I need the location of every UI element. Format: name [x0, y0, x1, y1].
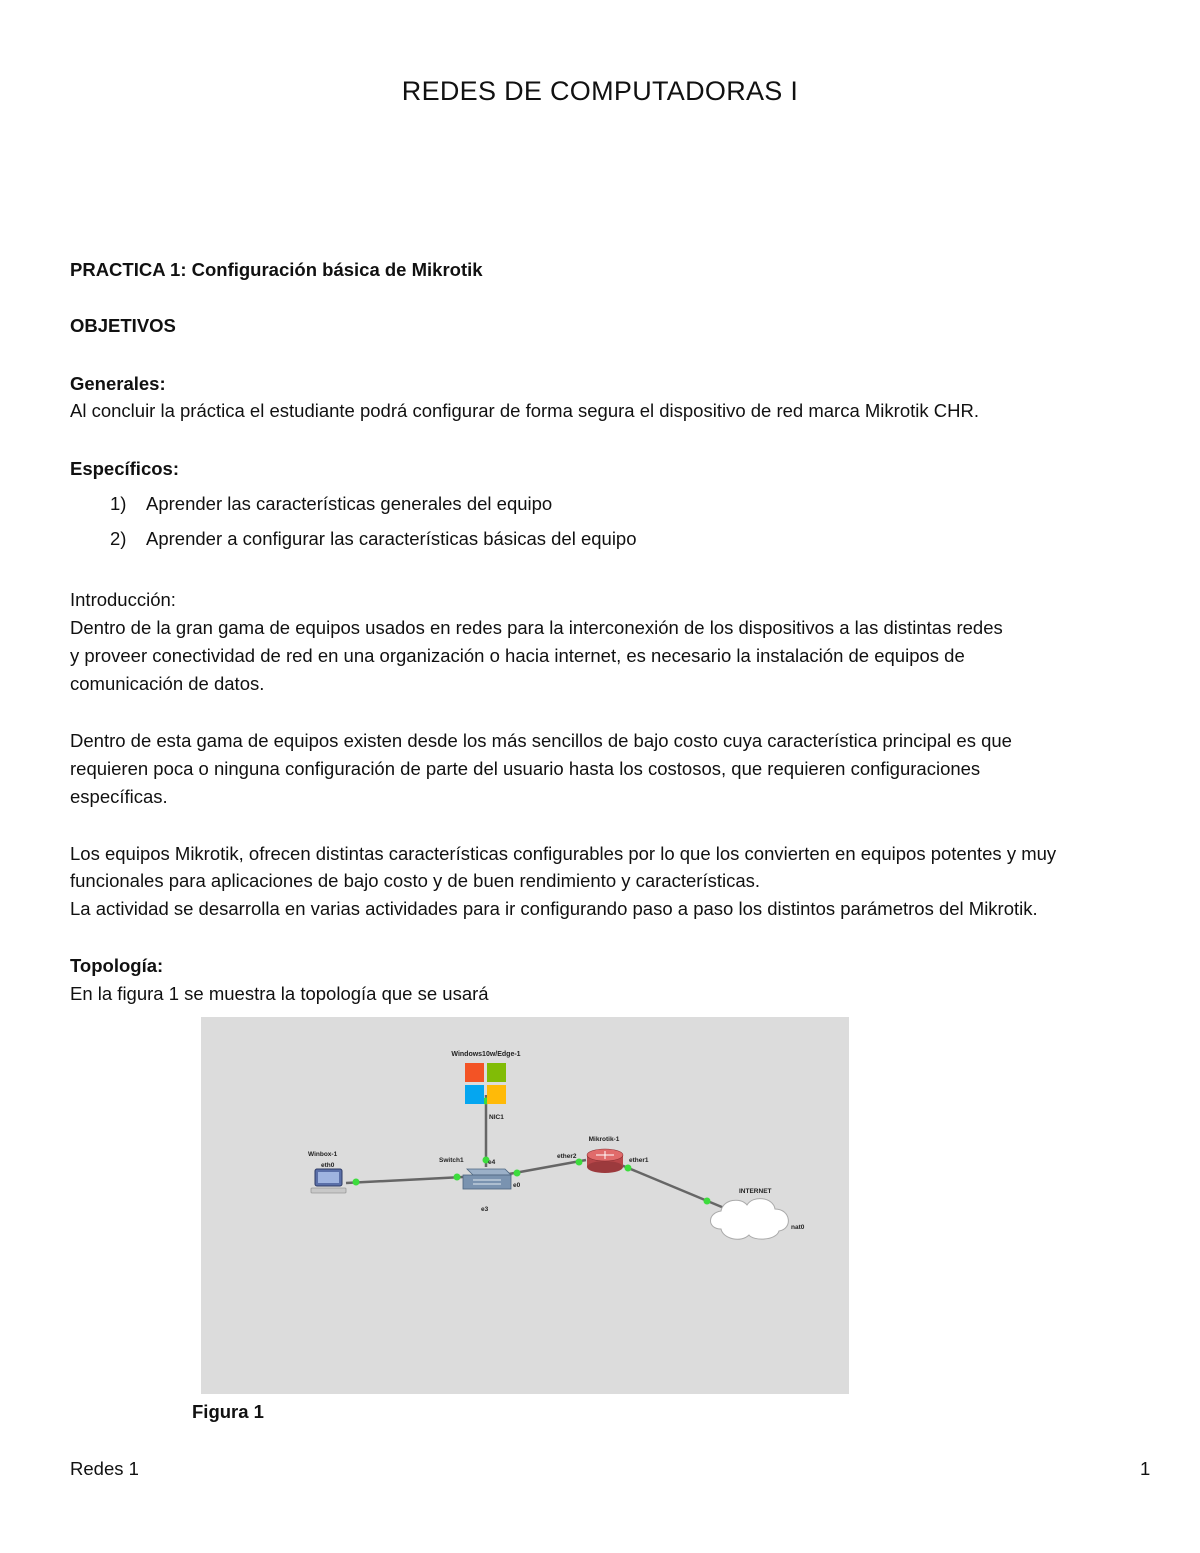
link-status-dot: [704, 1198, 711, 1205]
intro-line: La actividad se desarrolla en varias actividades para ir configurando paso a paso los distintos parámetros del Mikrotik.: [70, 898, 1038, 919]
topology-figure: [201, 1017, 849, 1394]
general-text: Al concluir la práctica el estudiante podrá configurar de forma segura el dispositivo de red marca Mikrotik CHR.: [70, 400, 979, 421]
page-number: 1: [1140, 1458, 1151, 1479]
footer-left: Redes 1: [70, 1458, 139, 1479]
port-label: ether1: [629, 1157, 649, 1164]
link-status-dot: [576, 1159, 583, 1166]
intro-line: específicas.: [70, 786, 168, 807]
list-item: Aprender a configurar las características básicas del equipo: [146, 528, 637, 549]
node-label-internet: INTERNET: [739, 1188, 772, 1195]
intro-line: comunicación de datos.: [70, 673, 265, 694]
port-label: NIC1: [489, 1114, 504, 1121]
general-heading: Generales:: [70, 373, 166, 394]
switch-icon[interactable]: [463, 1169, 511, 1189]
figure-caption: Figura 1: [192, 1401, 264, 1422]
topology-heading: Topología:: [70, 955, 164, 976]
objectives-heading: OBJETIVOS: [70, 315, 176, 336]
intro-line: requieren poca o ninguna configuración de parte del usuario hasta los costosos, que requieren configuraciones: [70, 758, 981, 779]
link-switch-mikrotik: [509, 1160, 586, 1174]
list-item: Aprender las características generales del equipo: [146, 493, 553, 514]
link-status-dot: [353, 1179, 360, 1186]
topology-diagram: [201, 1017, 849, 1394]
cloud-icon[interactable]: [711, 1199, 789, 1240]
specific-heading: Específicos:: [70, 458, 179, 479]
list-item-number: 2): [110, 528, 127, 549]
intro-line: funcionales para aplicaciones de bajo costo y de buen rendimiento y características.: [70, 870, 761, 891]
port-label: e4: [488, 1159, 496, 1166]
link-winbox-switch: [346, 1177, 463, 1183]
list-item-number: 1): [110, 493, 127, 514]
port-label: ether2: [557, 1153, 577, 1160]
node-label-winbox: Winbox-1: [308, 1151, 338, 1158]
link-status-dot: [625, 1165, 632, 1172]
node-label-windows: Windows10w/Edge-1: [451, 1051, 521, 1058]
port-label: e0: [513, 1182, 521, 1189]
port-label: e3: [481, 1206, 489, 1213]
link-mikrotik-internet: [621, 1165, 729, 1210]
topology-text: En la figura 1 se muestra la topología que se usará: [70, 983, 489, 1004]
intro-line: Dentro de la gran gama de equipos usados en redes para la interconexión de los dispositivos a las distintas redes: [70, 617, 1003, 638]
intro-line: Los equipos Mikrotik, ofrecen distintas características configurables por lo que los convierten en equipos potentes y muy: [70, 843, 1057, 864]
practice-heading: PRACTICA 1: Configuración básica de Mikrotik: [70, 259, 483, 280]
link-status-dot: [514, 1170, 521, 1177]
intro-heading: Introducción:: [70, 589, 176, 610]
intro-line: Dentro de esta gama de equipos existen desde los más sencillos de bajo costo cuya característica principal es que: [70, 730, 1012, 751]
router-icon[interactable]: [587, 1149, 623, 1173]
link-status-dot: [454, 1174, 461, 1181]
node-label-mikrotik: Mikrotik-1: [588, 1136, 620, 1143]
intro-line: y proveer conectividad de red en una organización o hacia internet, es necesario la instalación de equipos de: [70, 645, 965, 666]
computer-icon[interactable]: [311, 1169, 346, 1193]
port-label: eth0: [321, 1162, 335, 1169]
port-label: nat0: [791, 1224, 805, 1231]
page-title: REDES DE COMPUTADORAS I: [401, 76, 799, 106]
node-label-switch: Switch1: [439, 1157, 464, 1164]
